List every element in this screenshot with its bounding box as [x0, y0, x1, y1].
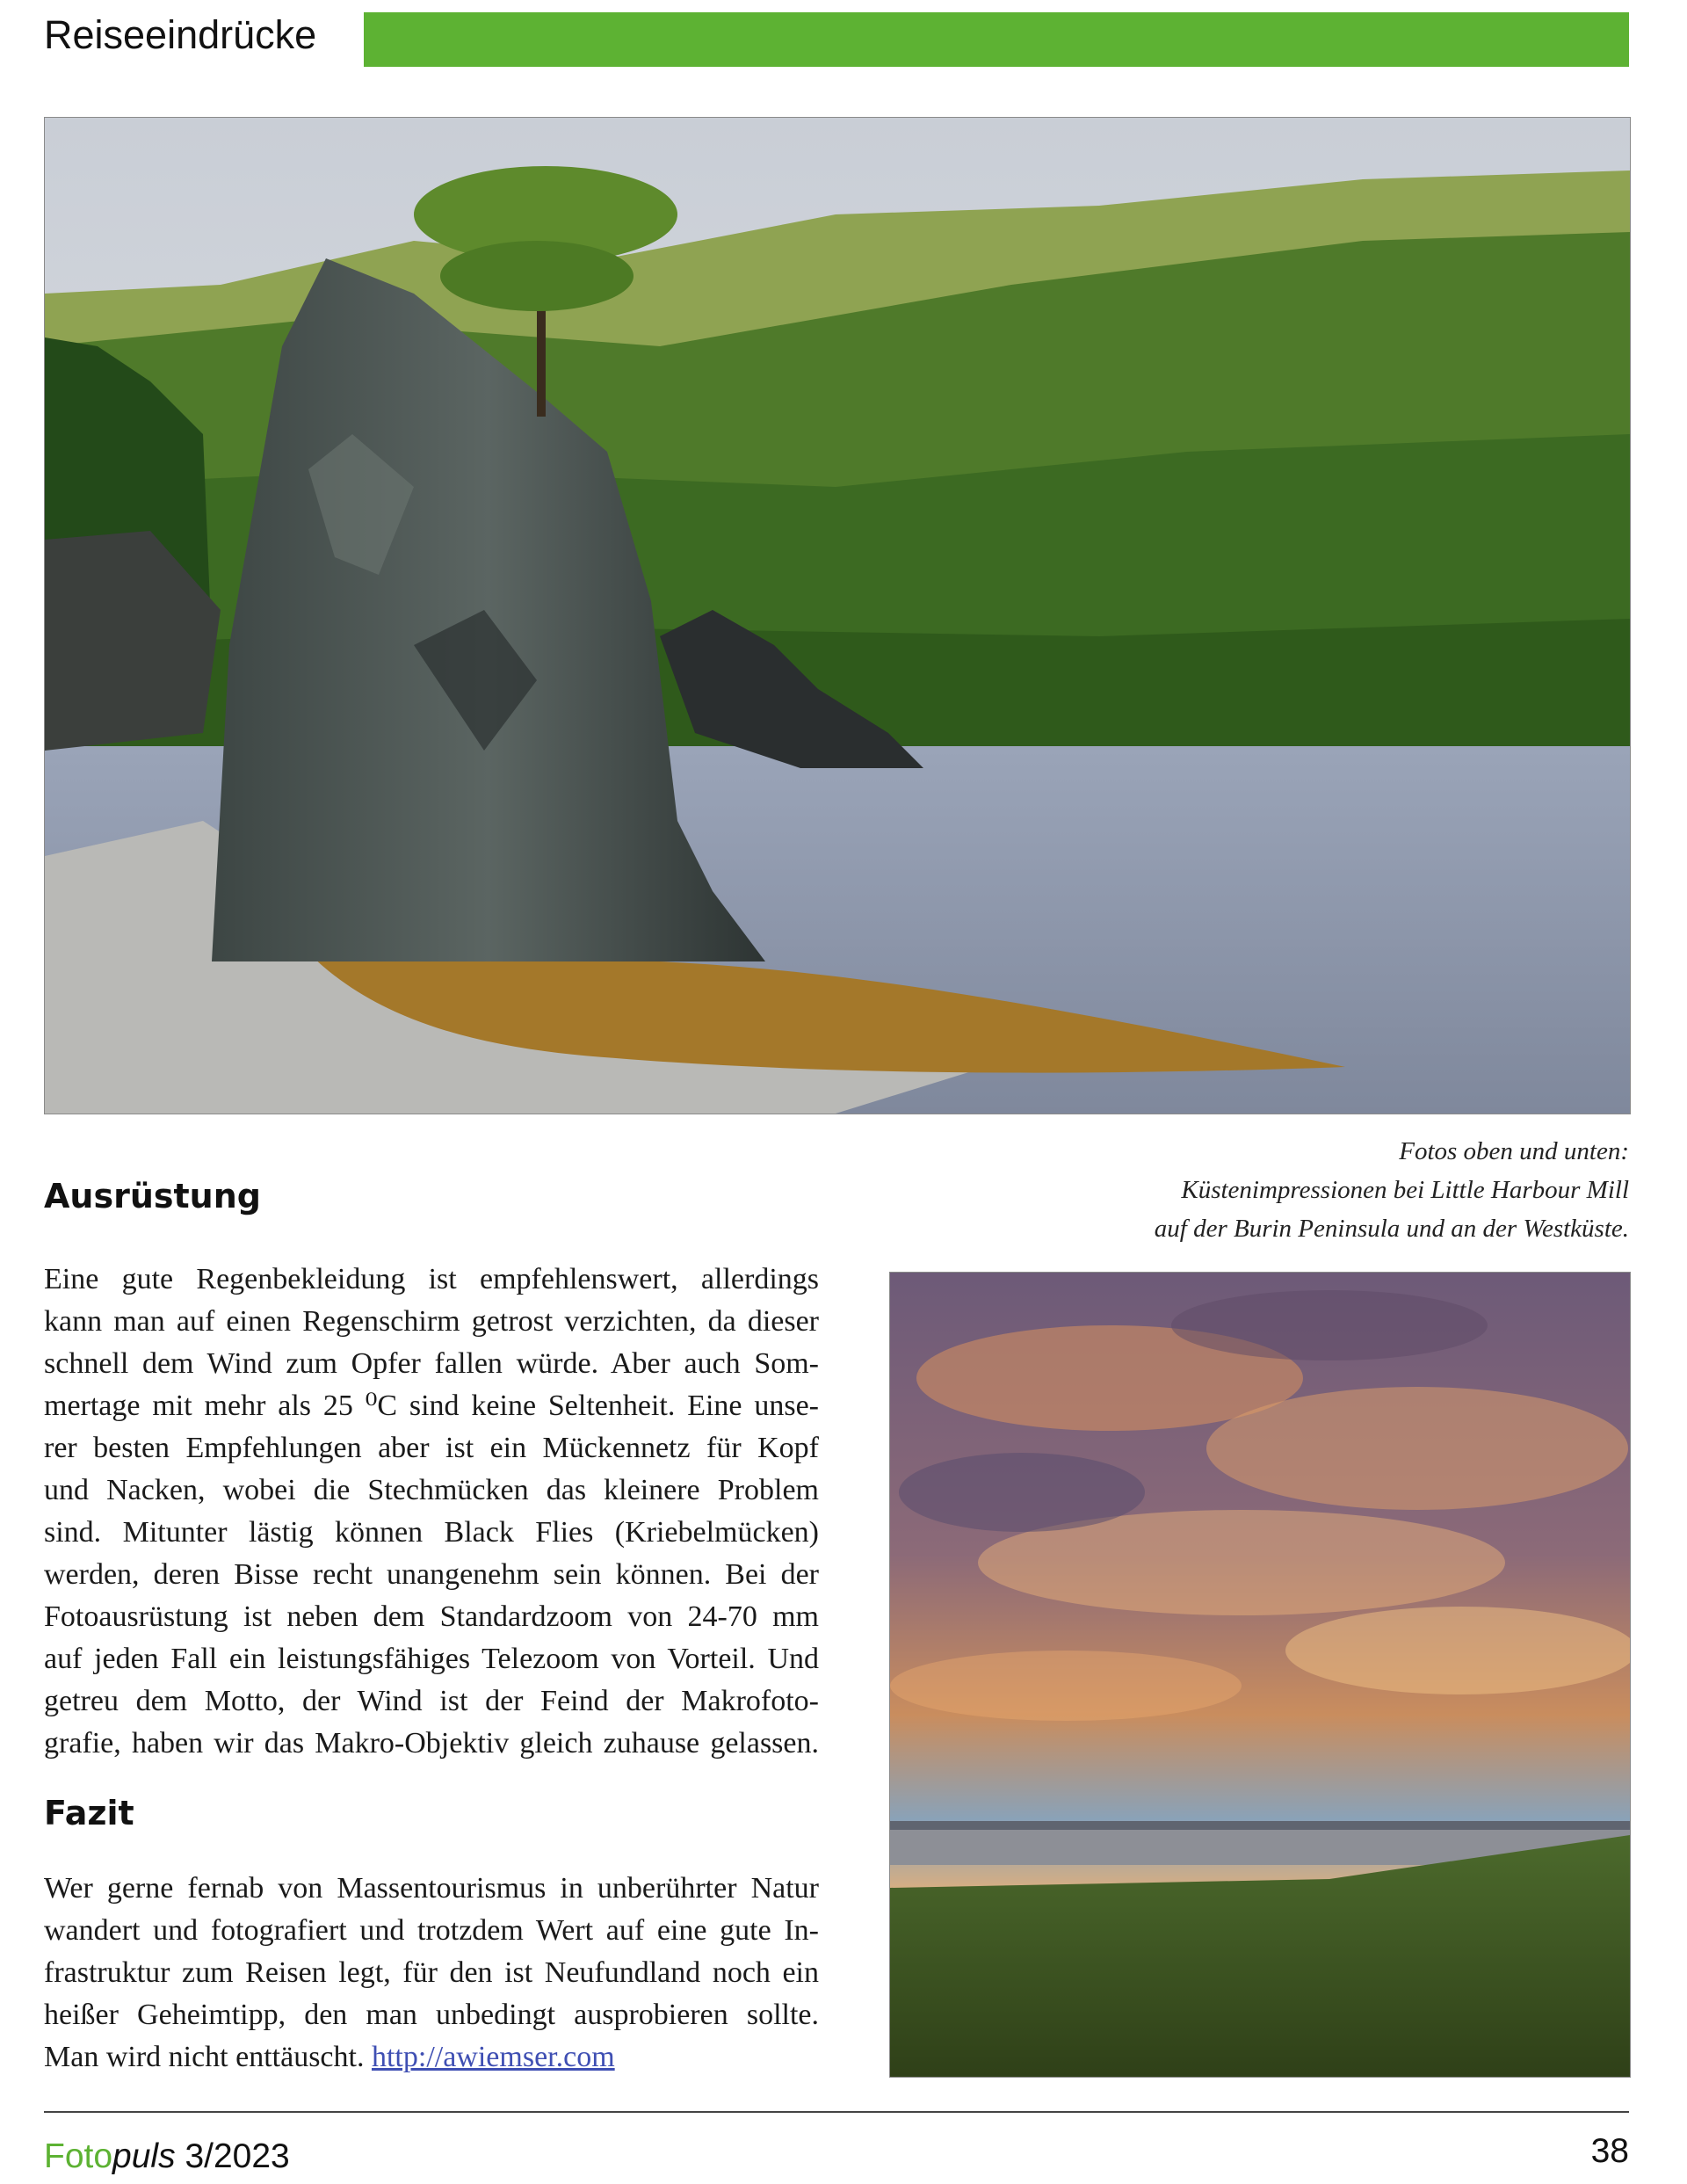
text-line: heißer Geheimtipp, den man unbedingt ausprobieren sollte.	[44, 1999, 819, 2031]
text-line: auf jeden Fall ein leistungsfähiges Telezoom von Vorteil. Und	[44, 1643, 819, 1675]
header-accent-bar	[364, 12, 1629, 67]
heading-fazit: Fazit	[44, 1794, 134, 1832]
text-line: Fotoausrüstung ist neben dem Standardzoom von 24-70 mm	[44, 1600, 819, 1633]
text-line: Wer gerne fernab von Massentourismus in unberührter Natur	[44, 1872, 819, 1905]
magazine-brand	[44, 2137, 290, 2176]
text-line: frastruktur zum Reisen legt, für den ist Neufundland noch ein	[44, 1956, 819, 1989]
brand-puls: puls	[112, 2137, 176, 2175]
photo-sea-stack	[44, 117, 1631, 1114]
text-line: und Nacken, wobei die Stechmücken das kleinere Problem	[44, 1474, 819, 1506]
sunset-illustration	[890, 1273, 1630, 2077]
photo-sunset	[889, 1272, 1631, 2078]
text-line-with-link	[44, 2036, 819, 2079]
website-link[interactable]: http://awiemser.com	[371, 2041, 615, 2073]
text-line: grafie, haben wir das Makro-Objektiv gleich zuhause gelassen.	[44, 1727, 819, 1760]
text-line: werden, deren Bisse recht unangenehm sein können. Bei der	[44, 1558, 819, 1591]
page-number: 38	[1590, 2132, 1629, 2170]
paragraph-fazit	[44, 1868, 819, 2079]
caption-line: auf der Burin Peninsula und an der Westküste.	[1154, 1215, 1629, 1243]
text-line: schnell dem Wind zum Opfer fallen würde. Aber auch Som-	[44, 1347, 819, 1380]
text-line: getreu dem Motto, der Wind ist der Feind der Makrofoto-	[44, 1685, 819, 1717]
footer-divider	[44, 2111, 1629, 2113]
paragraph-ausruestung	[44, 1259, 819, 1765]
issue-number: 3/2023	[185, 2137, 290, 2175]
caption-line: Fotos oben und unten:	[1399, 1137, 1629, 1165]
text-line: kann man auf einen Regenschirm getrost verzichten, da dieser	[44, 1305, 819, 1338]
text-line: mertage mit mehr als 25 ⁰C sind keine Seltenheit. Eine unse-	[44, 1389, 819, 1422]
photo-caption	[961, 1132, 1629, 1248]
brand-foto: Foto	[44, 2137, 113, 2175]
text-line: rer besten Empfehlungen aber ist ein Mückennetz für Kopf	[44, 1432, 819, 1464]
text-line: wandert und fotografiert und trotzdem Wert auf eine gute In-	[44, 1914, 819, 1947]
sea-stack-illustration	[45, 118, 1630, 1114]
closing-sentence: Man wird nicht enttäuscht.	[44, 2041, 365, 2073]
caption-line: Küstenimpressionen bei Little Harbour Mill	[1181, 1176, 1629, 1204]
text-line: sind. Mitunter lästig können Black Flies (Kriebelmücken)	[44, 1516, 819, 1549]
section-label: Reiseeindrücke	[44, 12, 317, 57]
text-line: Eine gute Regenbekleidung ist empfehlenswert, allerdings	[44, 1263, 819, 1295]
heading-ausruestung: Ausrüstung	[44, 1177, 261, 1215]
